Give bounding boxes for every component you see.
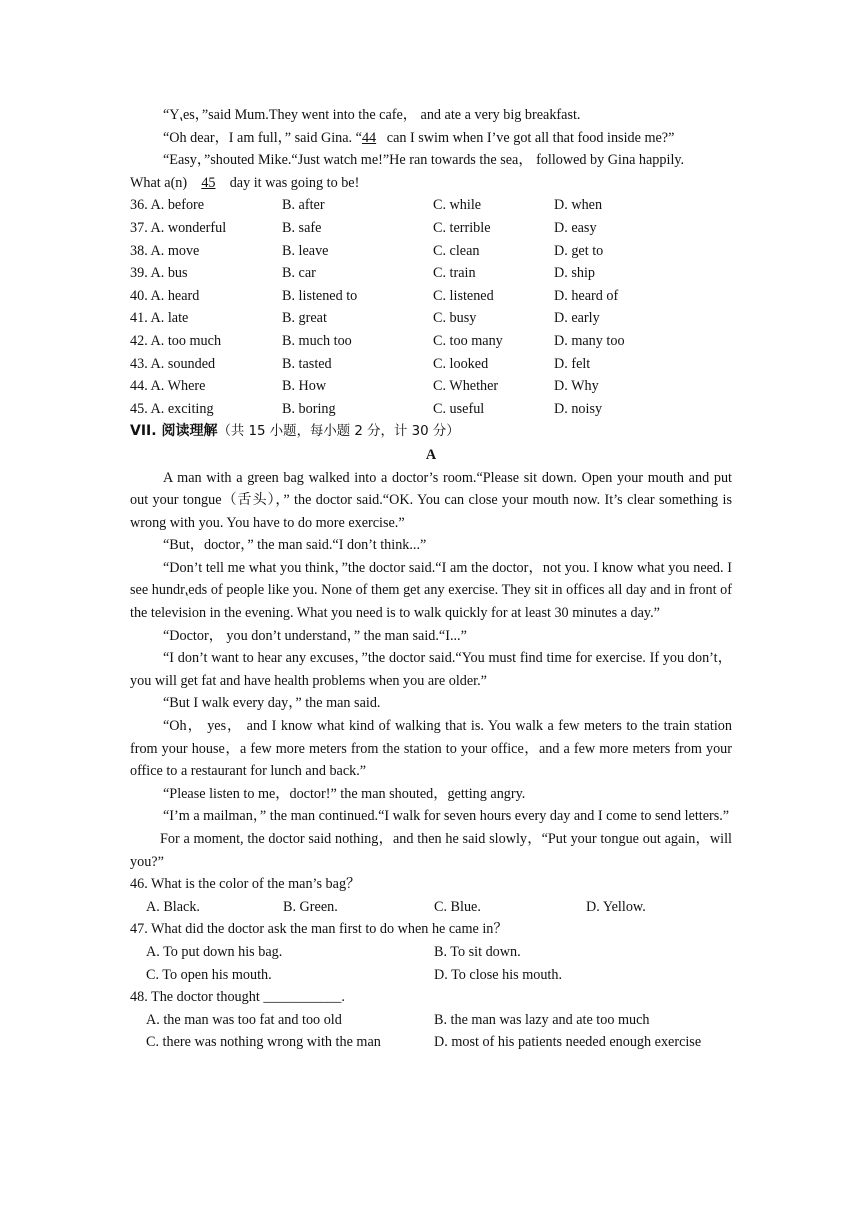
option: B. tasted (282, 355, 332, 372)
question-48 (130, 986, 732, 1054)
option: 43. A. sounded (130, 355, 216, 372)
answer-options (130, 1031, 732, 1054)
option: D. get to (554, 242, 604, 259)
option-row (130, 194, 732, 217)
option: C. useful (433, 400, 485, 417)
option: C. too many (433, 332, 503, 349)
blank-45: 45 (201, 174, 216, 191)
option: C. busy (433, 310, 477, 327)
option: B. How (282, 378, 327, 395)
passage-paragraph: “I don’t want to hear any excuses，”the doctor said.“You must find time for exercise. If you don’t，you will get fat and have health problems when you are older.” (130, 650, 732, 689)
option: D. when (554, 197, 603, 214)
option: C. while (433, 197, 482, 214)
answer-options (130, 896, 732, 919)
passage-paragraph: “I’m a mailman，” the man continued.“I walk for seven hours every day and I come to send letters.” (163, 808, 730, 825)
answer-option: A. Black. (146, 898, 200, 915)
option-row (130, 307, 732, 330)
exam-page (130, 104, 732, 1054)
passage-paragraph: “Doctor， you don’t understand，” the man said.“I...” (163, 627, 467, 644)
section-title: VII. 阅读理解 (130, 423, 218, 440)
option: C. terrible (433, 219, 491, 236)
option: 38. A. move (130, 242, 200, 259)
option: B. much too (282, 332, 352, 349)
question-stem: 48. The doctor thought ___________. (130, 989, 345, 1006)
section-heading (130, 420, 732, 444)
answer-options (130, 964, 732, 987)
option: 45. A. exciting (130, 400, 214, 417)
answer-option: A. the man was too fat and too old (146, 1011, 342, 1028)
option: 40. A. heard (130, 287, 200, 304)
option: D. many too (554, 332, 625, 349)
answer-options (130, 1009, 732, 1032)
option: D. ship (554, 265, 595, 282)
answer-option: D. most of his patients needed enough exercise (434, 1034, 702, 1051)
answer-option: B. the man was lazy and ate too much (434, 1011, 650, 1028)
option: D. Why (554, 378, 599, 395)
option: D. heard of (554, 287, 619, 304)
option: D. easy (554, 219, 597, 236)
answer-options (130, 941, 732, 964)
cloze-text: What a(n) (130, 174, 188, 191)
option: B. safe (282, 219, 322, 236)
option: 41. A. late (130, 310, 189, 327)
option: C. Whether (433, 378, 499, 395)
answer-option: B. To sit down. (434, 943, 521, 960)
cloze-paragraph (130, 127, 732, 150)
option: 39. A. bus (130, 265, 188, 282)
passage-paragraph: “But，doctor，” the man said.“I don’t think...” (163, 537, 427, 554)
option-row (130, 398, 732, 421)
option-row (130, 375, 732, 398)
option-row (130, 285, 732, 308)
question-46 (130, 873, 732, 918)
reading-passage (130, 467, 732, 874)
passage-paragraph: “Oh， yes， and I know what kind of walking that is. You walk a few meters to the train station from your house，a few more meters from the station to your office，and a few more meters from your office to a restaurant for lunch and back.” (130, 718, 732, 780)
passage-paragraph: “But I walk every day，” the man said. (163, 695, 381, 712)
cloze-options (130, 194, 732, 420)
option: C. listened (433, 287, 494, 304)
question-47 (130, 918, 732, 986)
passage-paragraph: “Don’t tell me what you think，”the doctor said.“I am the doctor，not you. I know what you need. I see hundr⹁eds of people like you. None of them get any exercise. They sit in offices all day and in front of the television in the evening. What you need is to walk quickly for at least 30 minutes a day.” (130, 559, 732, 622)
option-row (130, 240, 732, 263)
cloze-text: “Oh dear，I am full，” said Gina. “ (163, 129, 362, 146)
answer-option: C. To open his mouth. (146, 966, 272, 983)
passage-label: A (425, 446, 437, 463)
answer-option: B. Green. (283, 898, 338, 915)
question-stem: 47. What did the doctor ask the man first to do when he came in？ (130, 921, 508, 938)
passage-paragraph: “Please listen to me，doctor!” the man shouted，getting angry. (163, 785, 526, 802)
option: B. after (282, 197, 325, 214)
answer-option: C. there was nothing wrong with the man (146, 1034, 381, 1051)
option: D. noisy (554, 400, 603, 417)
option-row (130, 330, 732, 353)
option: C. clean (433, 242, 480, 259)
option: C. train (433, 265, 476, 282)
option: D. felt (554, 355, 591, 372)
answer-option: C. Blue. (434, 898, 481, 915)
option: 36. A. before (130, 197, 205, 214)
cloze-paragraph: “Easy，”shouted Mike.“Just watch me!”He ran towards the sea， followed by Gina happily. (163, 152, 685, 169)
option: D. early (554, 310, 600, 327)
answer-option: D. Yellow. (586, 898, 646, 915)
cloze-text: can I swim when I’ve got all that food inside me?” (386, 129, 675, 146)
cloze-text: day it was going to be! (229, 174, 360, 191)
passage-paragraph: For a moment, the doctor said nothing，and then he said slowly，“Put your tongue out again，will you?” (130, 831, 732, 870)
option: B. leave (282, 242, 329, 259)
option: B. great (282, 310, 327, 327)
cloze-paragraph (130, 172, 732, 195)
blank-44: 44 (361, 129, 377, 146)
answer-option: D. To close his mouth. (434, 966, 563, 983)
option: B. boring (282, 400, 336, 417)
option-row (130, 353, 732, 376)
option-row (130, 217, 732, 240)
option-row (130, 262, 732, 285)
cloze-paragraph: “Y⹁es，”said Mum.They went into the cafe， and ate a very big breakfast. (163, 107, 581, 123)
passage-paragraph: A man with a green bag walked into a doctor’s room.“Please sit down. Open your mouth and put out your tongue（舌头），” the doctor said.“OK. You can close your mouth now. It’s clear something is wrong with you. You have to do more exercise.” (130, 469, 732, 531)
option: 42. A. too much (130, 332, 222, 349)
question-stem: 46. What is the color of the man’s bag？ (130, 876, 361, 893)
section-note: （共 15 小题，每小题 2 分，计 30 分） (217, 424, 460, 440)
option: C. looked (433, 355, 489, 372)
answer-option: A. To put down his bag. (146, 943, 283, 960)
option: B. listened to (282, 287, 358, 304)
option: B. car (282, 265, 316, 282)
option: 37. A. wonderful (130, 219, 227, 236)
option: 44. A. Where (130, 378, 206, 395)
